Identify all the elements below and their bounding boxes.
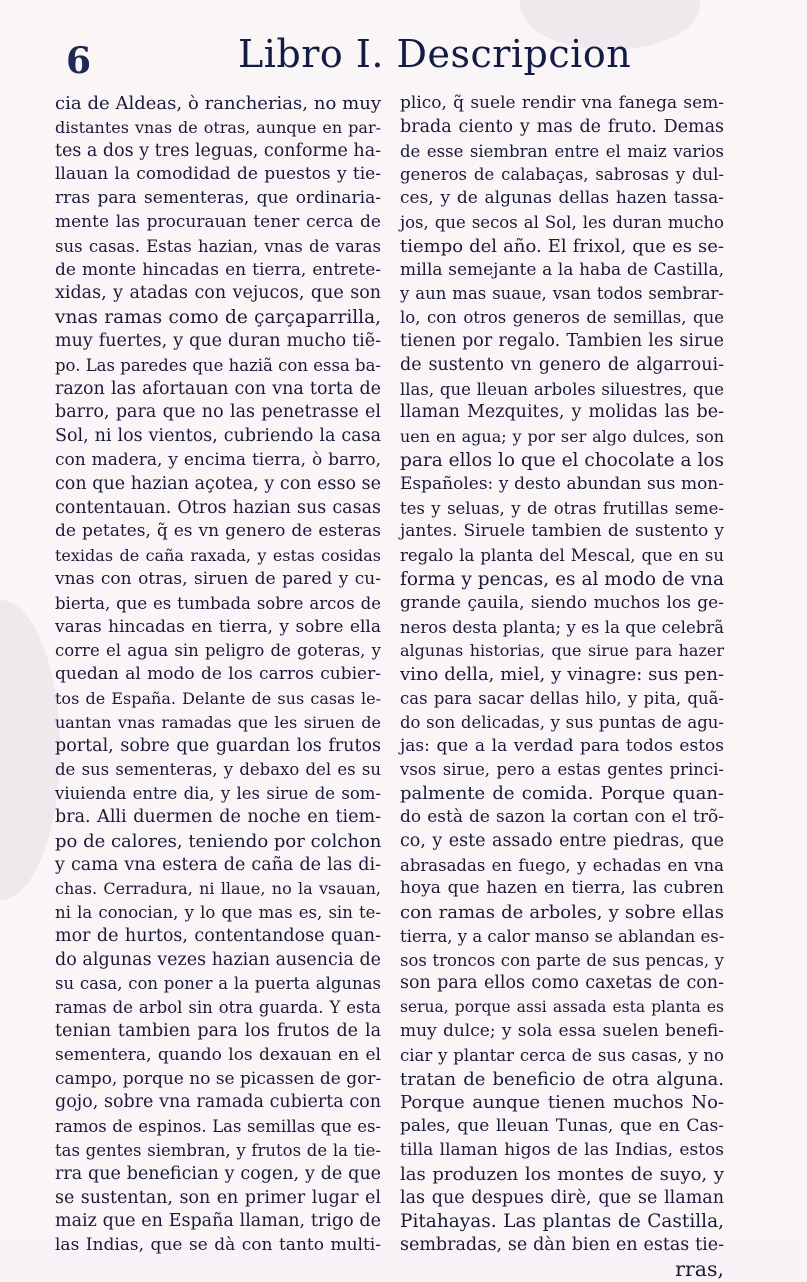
text-line: vsos sirue, pero a estas gentes princi-	[400, 760, 724, 780]
text-line: barro, para que no las penetrasse el	[55, 402, 381, 423]
text-line: forma y pencas, es al modo de vna	[400, 568, 724, 590]
text-line: do algunas vezes hazian ausencia de	[55, 949, 381, 970]
text-line: mor de hurtos, contentandose quan-	[55, 925, 381, 946]
text-line: ces, y de algunas dellas hazen tassa-	[400, 188, 724, 209]
text-line: las que despues dirè, que se llaman	[400, 1187, 724, 1208]
text-line: campo, porque no se picassen de gor-	[55, 1068, 382, 1089]
text-line: serua, porque assi assada esta planta es	[400, 998, 724, 1017]
text-line: de petates, q̃ es vn genero de esteras	[55, 521, 381, 542]
text-line: sos troncos con parte de sus pencas, y	[400, 950, 724, 970]
text-line: bierta, que es tumbada sobre arcos de	[55, 593, 381, 613]
text-line: jos, que secos al Sol, les duran mucho	[400, 212, 724, 232]
right-text-column	[400, 92, 724, 1282]
text-line: uantan vnas ramadas que les siruen de	[55, 712, 381, 732]
text-line: tratan de beneficio de otra alguna.	[400, 1068, 724, 1090]
text-line: distantes vnas de otras, aunque en par-	[55, 117, 381, 137]
text-line: Porque aunque tienen muchos No-	[400, 1092, 724, 1114]
text-line: su casa, con poner a la puerta algunas	[55, 974, 381, 994]
text-line: abrasadas en fuego, y echadas en vna	[400, 855, 724, 875]
text-line: llauan la comodidad de puestos y tie-	[55, 164, 381, 185]
left-text-column	[55, 92, 381, 1258]
text-line: corre el agua sin peligro de goteras, y	[55, 641, 381, 661]
text-line: son para ellos como caxetas de con-	[400, 973, 724, 994]
text-line: plico, q̃ suele rendir vna fanega sem-	[400, 93, 724, 113]
text-line: generos de calabaças, sabrosas y dul-	[400, 165, 724, 185]
text-line: muy dulce; y sola essa suelen benefi-	[400, 1021, 724, 1042]
text-line: mente las procurauan tener cerca de	[55, 211, 381, 232]
text-line: de monte hincadas en tierra, entrete-	[55, 259, 381, 280]
text-line: tos de España. Delante de sus casas le-	[55, 688, 381, 708]
text-line: pales, que lleuan Tunas, que en Cas-	[400, 1116, 724, 1137]
text-line: do son delicadas, y sus puntas de agu-	[400, 712, 724, 732]
text-line: bra. Alli duermen de noche en tiem-	[55, 806, 381, 827]
text-line: y aun mas suaue, vsan todos sembrar-	[400, 284, 724, 304]
text-line: tenian tambien para los frutos de la	[55, 1021, 381, 1042]
text-line: con que hazian açotea, y con esso se	[55, 473, 381, 494]
text-line: de sustento vn genero de algarroui-	[400, 354, 724, 375]
text-line: hoya que hazen en tierra, las cubren	[400, 878, 724, 899]
text-line: maiz que en España llaman, trigo de	[55, 1211, 381, 1232]
text-line: ramas de arbol sin otra guarda. Y esta	[55, 998, 381, 1018]
text-line: xidas, y atadas con vejucos, que son	[55, 283, 381, 304]
text-line: Españoles: y desto abundan sus mon-	[400, 473, 724, 494]
text-line: jantes. Siruele tambien de sustento y	[400, 521, 724, 542]
text-line: ni la conocian, y lo que mas es, sin te-	[55, 903, 381, 923]
text-line: varas hincadas en tierra, y sobre ella	[55, 616, 381, 637]
text-line: sembradas, se dàn bien en estas tie-	[400, 1235, 724, 1256]
text-line: vino della, miel, y vinagre: sus pen-	[400, 664, 724, 686]
text-line: viuienda entre dia, y les sirue de som-	[55, 784, 381, 804]
text-line: tilla llaman higos de las Indias, estos	[400, 1140, 724, 1161]
text-line: cia de Aldeas, ò rancherias, no muy	[55, 93, 381, 114]
text-line: cas para sacar dellas hilo, y pita, quã-	[400, 688, 724, 708]
text-line: llas, que lleuan arboles siluestres, que	[400, 379, 724, 399]
text-line: razon las afortauan con vna torta de	[55, 378, 381, 399]
text-line: Pitahayas. Las plantas de Castilla,	[400, 1211, 724, 1233]
text-line: regalo la planta del Mescal, que en su	[400, 546, 724, 566]
text-line: ciar y plantar cerca de sus casas, y no	[400, 1045, 724, 1065]
text-line: Sol, ni los vientos, cubriendo la casa	[55, 426, 381, 447]
text-line: llaman Mezquites, y molidas las be-	[400, 402, 724, 423]
text-line: neros desta planta; y es la que celebrã	[400, 617, 724, 637]
text-line: rras para sementeras, que ordinaria-	[55, 188, 381, 209]
text-line: tes a dos y tres leguas, conforme ha-	[55, 140, 382, 161]
text-line: grande çauila, siendo muchos los ge-	[400, 592, 724, 613]
text-line: tas gentes siembran, y frutos de la tie-	[55, 1141, 381, 1161]
text-line: sus casas. Estas hazian, vnas de varas	[55, 236, 381, 256]
text-line: ramos de espinos. Las semillas que es-	[55, 1117, 381, 1137]
text-line: con ramas de arboles, y sobre ellas	[400, 902, 724, 924]
text-line: gojo, sobre vna ramada cubierta con	[55, 1092, 381, 1113]
text-line: las Indias, que se dà con tanto multi-	[55, 1235, 381, 1256]
text-line: quedan al modo de los carros cubier-	[55, 664, 381, 685]
text-line: de sus sementeras, y debaxo del es su	[55, 760, 381, 780]
text-line: portal, sobre que guardan los frutos	[55, 735, 381, 756]
text-line: de esse siembran entre el maiz varios	[400, 141, 724, 161]
text-line: do està de sazon la cortan con el trõ-	[400, 806, 724, 827]
text-line: vnas con otras, siruen de pared y cu-	[55, 568, 381, 589]
page-number: 6	[66, 40, 92, 82]
text-line: brada ciento y mas de fruto. Demas	[400, 116, 724, 137]
text-line: chas. Cerradura, ni llaue, no la vsauan,	[55, 879, 381, 899]
text-line: jas: que a la verdad para todos estos	[400, 735, 724, 756]
text-line: para ellos lo que el chocolate a los	[400, 449, 724, 471]
text-line: sementera, quando los dexauan en el	[55, 1044, 381, 1065]
text-line: y cama vna estera de caña de las di-	[55, 854, 381, 875]
text-line: vnas ramas como de çarçaparrilla,	[55, 307, 381, 329]
text-line: muy fuertes, y que duran mucho tiẽ-	[55, 330, 381, 351]
text-line: tierra, y a calor manso se ablandan es-	[400, 926, 725, 946]
text-line: palmente de comida. Porque quan-	[400, 783, 724, 805]
text-line: po de calores, teniendo por colchon	[55, 830, 382, 852]
running-title: Libro I. Descripcion	[238, 32, 632, 76]
text-line: rras,	[675, 1257, 724, 1282]
text-line: milla semejante a la haba de Castilla,	[400, 259, 724, 280]
text-line: contentauan. Otros hazian sus casas	[55, 497, 381, 518]
text-line: tienen por regalo. Tambien les sirue	[400, 330, 724, 351]
text-line: rra que benefician y cogen, y de que	[55, 1163, 381, 1184]
text-line: co, y este assado entre piedras, que	[400, 830, 724, 851]
text-line: po. Las paredes que haziã con essa ba-	[55, 355, 381, 375]
text-line: lo, con otros generos de semillas, que	[400, 308, 724, 328]
text-line: texidas de caña raxada, y estas cosidas	[55, 546, 381, 566]
text-line: algunas historias, que sirue para hazer	[400, 641, 724, 661]
text-line: tes y seluas, y de otras frutillas seme-	[400, 498, 724, 518]
text-line: con madera, y encima tierra, ò barro,	[55, 449, 381, 470]
paper-stain	[0, 600, 60, 900]
text-line: las produzen los montes de suyo, y	[400, 1163, 724, 1185]
text-line: se sustentan, son en primer lugar el	[55, 1187, 381, 1208]
text-line: uen en agua; y por ser algo dulces, son	[400, 427, 724, 447]
text-line: tiempo del año. El frixol, que es se-	[400, 235, 724, 257]
